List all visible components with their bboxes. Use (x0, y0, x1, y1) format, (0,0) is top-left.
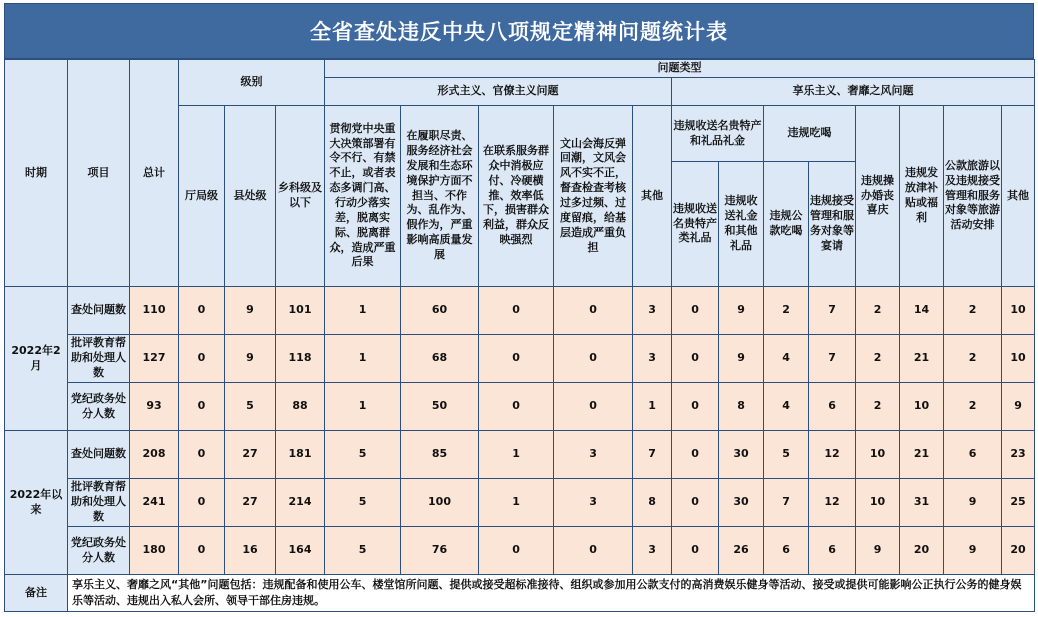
value-cell: 110 (130, 287, 179, 335)
value-cell: 21 (900, 335, 944, 383)
value-cell: 101 (276, 287, 325, 335)
item-cell: 批评教育帮助和处理人数 (68, 479, 130, 527)
value-cell: 3 (633, 287, 672, 335)
value-cell: 9 (719, 287, 764, 335)
value-cell: 6 (809, 527, 856, 575)
value-cell: 14 (900, 287, 944, 335)
value-cell: 0 (179, 431, 225, 479)
header-item: 项目 (68, 60, 130, 287)
value-cell: 76 (401, 527, 479, 575)
value-cell: 4 (764, 383, 809, 431)
value-cell: 100 (401, 479, 479, 527)
value-cell: 241 (130, 479, 179, 527)
value-cell: 8 (719, 383, 764, 431)
value-cell: 26 (719, 527, 764, 575)
period-cell: 2022年以来 (5, 431, 68, 575)
value-cell: 0 (672, 527, 719, 575)
value-cell: 9 (1002, 383, 1035, 431)
value-cell: 5 (764, 431, 809, 479)
header-eating-col: 违规接受管理和服务对象等宴请 (809, 162, 856, 287)
value-cell: 0 (179, 335, 225, 383)
value-cell: 2 (856, 383, 900, 431)
value-cell: 0 (672, 431, 719, 479)
value-cell: 20 (1002, 527, 1035, 575)
header-eating-col: 违规公款吃喝 (764, 162, 809, 287)
value-cell: 20 (900, 527, 944, 575)
value-cell: 21 (900, 431, 944, 479)
item-cell: 查处问题数 (68, 287, 130, 335)
value-cell: 0 (672, 287, 719, 335)
value-cell: 0 (179, 287, 225, 335)
value-cell: 85 (401, 431, 479, 479)
value-cell: 6 (944, 431, 1002, 479)
value-cell: 164 (276, 527, 325, 575)
value-cell: 30 (719, 431, 764, 479)
value-cell: 9 (944, 479, 1002, 527)
value-cell: 0 (179, 383, 225, 431)
value-cell: 9 (225, 287, 276, 335)
value-cell: 118 (276, 335, 325, 383)
value-cell: 5 (225, 383, 276, 431)
value-cell: 7 (809, 287, 856, 335)
value-cell: 0 (554, 287, 633, 335)
header-gift-col: 违规收送礼金和其他礼品 (719, 162, 764, 287)
value-cell: 127 (130, 335, 179, 383)
value-cell: 5 (325, 527, 401, 575)
value-cell: 9 (225, 335, 276, 383)
value-cell: 180 (130, 527, 179, 575)
statistics-sheet (4, 3, 1034, 614)
header-level-col: 乡科级及以下 (276, 106, 325, 287)
value-cell: 5 (325, 479, 401, 527)
item-cell: 党纪政务处分人数 (68, 383, 130, 431)
note-label: 备注 (5, 575, 68, 612)
value-cell: 0 (479, 527, 554, 575)
value-cell: 3 (554, 431, 633, 479)
header-problem-type: 问题类型 (325, 60, 1035, 78)
header-formalism-col: 文山会海反弹回潮，文风会风不实不正，督查检查考核过多过频、过度留痕，给基层造成严重负担 (554, 106, 633, 287)
value-cell: 25 (1002, 479, 1035, 527)
value-cell: 7 (809, 335, 856, 383)
value-cell: 31 (900, 479, 944, 527)
header-level-col: 厅局级 (179, 106, 225, 287)
header-hedonism-col: 公款旅游以及违规接受管理和服务对象等旅游活动安排 (944, 106, 1002, 287)
value-cell: 7 (764, 479, 809, 527)
value-cell: 9 (719, 335, 764, 383)
item-cell: 批评教育帮助和处理人数 (68, 335, 130, 383)
header-formalism-col: 在联系服务群众中消极应付、冷硬横推、效率低下，损害群众利益，群众反映强烈 (479, 106, 554, 287)
value-cell: 10 (900, 383, 944, 431)
value-cell: 0 (179, 527, 225, 575)
header-formalism-col: 贯彻党中央重大决策部署有令不行、有禁不止，或者表态多调门高、行动少落实差，脱离实际、脱离群众，造成严重后果 (325, 106, 401, 287)
value-cell: 0 (554, 335, 633, 383)
value-cell: 2 (856, 287, 900, 335)
value-cell: 1 (325, 287, 401, 335)
header-eating-group: 违规吃喝 (764, 106, 856, 162)
header-formalism-col: 其他 (633, 106, 672, 287)
note-text: 享乐主义、奢靡之风“其他”问题包括：违规配备和使用公车、楼堂馆所问题、提供或接受超标准接待、组织或参加用公款支付的高消费娱乐健身等活动、接受或提供可能影响公正执行公务的健身娱乐等活动、违规出入私人会所、领导干部住房违规。 (68, 575, 1035, 612)
value-cell: 9 (944, 527, 1002, 575)
header-gift-group: 违规收送名贵特产和礼品礼金 (672, 106, 764, 162)
value-cell: 7 (633, 431, 672, 479)
header-gift-col: 违规收送名贵特产类礼品 (672, 162, 719, 287)
value-cell: 6 (764, 527, 809, 575)
value-cell: 0 (479, 335, 554, 383)
value-cell: 3 (554, 479, 633, 527)
value-cell: 0 (479, 383, 554, 431)
item-cell: 党纪政务处分人数 (68, 527, 130, 575)
value-cell: 2 (944, 335, 1002, 383)
value-cell: 12 (809, 431, 856, 479)
value-cell: 0 (672, 383, 719, 431)
value-cell: 50 (401, 383, 479, 431)
value-cell: 10 (856, 479, 900, 527)
item-cell: 查处问题数 (68, 431, 130, 479)
value-cell: 0 (672, 335, 719, 383)
value-cell: 60 (401, 287, 479, 335)
period-cell: 2022年2月 (5, 287, 68, 431)
value-cell: 0 (554, 383, 633, 431)
header-level: 级别 (179, 60, 325, 106)
header-formalism-col: 在履职尽责、服务经济社会发展和生态环境保护方面不担当、不作为、乱作为、假作为，严重影响高质量发展 (401, 106, 479, 287)
value-cell: 1 (325, 383, 401, 431)
header-hedonism-col: 违规发放津补贴或福利 (900, 106, 944, 287)
value-cell: 5 (325, 431, 401, 479)
value-cell: 27 (225, 479, 276, 527)
value-cell: 0 (554, 527, 633, 575)
value-cell: 27 (225, 431, 276, 479)
value-cell: 12 (809, 479, 856, 527)
value-cell: 2 (944, 383, 1002, 431)
value-cell: 1 (479, 431, 554, 479)
header-hedonism-col: 其他 (1002, 106, 1035, 287)
header-formalism: 形式主义、官僚主义问题 (325, 78, 672, 106)
value-cell: 10 (856, 431, 900, 479)
value-cell: 9 (856, 527, 900, 575)
value-cell: 23 (1002, 431, 1035, 479)
statistics-table (4, 59, 1035, 612)
value-cell: 0 (179, 479, 225, 527)
value-cell: 88 (276, 383, 325, 431)
value-cell: 208 (130, 431, 179, 479)
value-cell: 3 (633, 527, 672, 575)
value-cell: 0 (479, 287, 554, 335)
value-cell: 68 (401, 335, 479, 383)
value-cell: 10 (1002, 287, 1035, 335)
value-cell: 4 (764, 335, 809, 383)
value-cell: 6 (809, 383, 856, 431)
header-hedonism-col: 违规操办婚丧喜庆 (856, 106, 900, 287)
value-cell: 181 (276, 431, 325, 479)
value-cell: 2 (764, 287, 809, 335)
value-cell: 0 (672, 479, 719, 527)
header-total: 总计 (130, 60, 179, 287)
value-cell: 1 (479, 479, 554, 527)
value-cell: 10 (1002, 335, 1035, 383)
value-cell: 2 (944, 287, 1002, 335)
value-cell: 2 (856, 335, 900, 383)
value-cell: 214 (276, 479, 325, 527)
header-level-col: 县处级 (225, 106, 276, 287)
value-cell: 8 (633, 479, 672, 527)
header-hedonism: 享乐主义、奢靡之风问题 (672, 78, 1035, 106)
sheet-title: 全省查处违反中央八项规定精神问题统计表 (4, 3, 1034, 59)
value-cell: 1 (325, 335, 401, 383)
value-cell: 93 (130, 383, 179, 431)
value-cell: 30 (719, 479, 764, 527)
value-cell: 16 (225, 527, 276, 575)
header-period: 时期 (5, 60, 68, 287)
value-cell: 3 (633, 335, 672, 383)
value-cell: 1 (633, 383, 672, 431)
